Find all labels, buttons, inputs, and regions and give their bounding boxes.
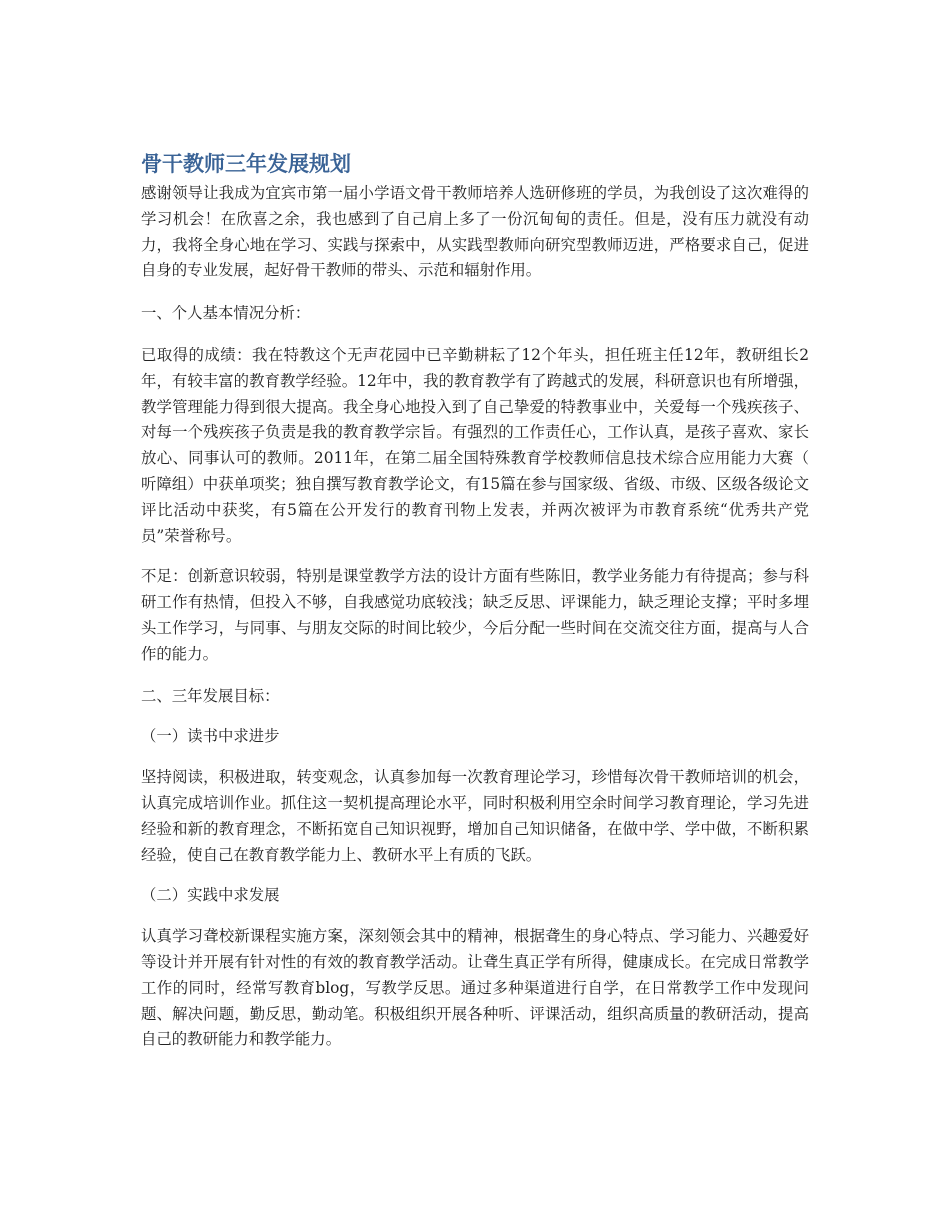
subheading-reading: （一）读书中求进步 xyxy=(141,727,280,746)
intro-paragraph: 感谢领导让我成为宜宾市第一届小学语文骨干教师培养人选研修班的学员，为我创设了这次难得的学习机会！在欣喜之余，我也感到了自己肩上多了一份沉甸甸的责任。但是，没有压力就没有动力，我将全身心地在学习、实践与探索中，从实践型教师向研究型教师迈进，严格要求自己，促进自身的专业发展，起好骨干教师的带头、示范和辐射作用。 xyxy=(141,184,809,280)
reading-paragraph: 坚持阅读，积极进取，转变观念，认真参加每一次教育理论学习，珍惜每次骨干教师培训的机会，认真完成培训作业。抓住这一契机提高理论水平，同时积极利用空余时间学习教育理论，学习先进经验和新的教育理念，不断拓宽自己知识视野，增加自己知识储备，在做中学、学中做，不断积累经验，使自己在教育教学能力上、教研水平上有质的飞跃。 xyxy=(141,768,809,864)
section-heading-situation: 一、个人基本情况分析： xyxy=(141,304,311,323)
document-title: 骨干教师三年发展规划 xyxy=(141,152,351,176)
achievements-paragraph: 已取得的成绩：我在特教这个无声花园中已辛勤耕耘了12个年头，担任班主任12年，教研组长2年，有较丰富的教育教学经验。12年中，我的教育教学有了跨越式的发展，科研意识也有所增强，教学管理能力得到很大提高。我全身心地投入到了自己挚爱的特教事业中，关爱每一个残疾孩子、对每一个残疾孩子负责是我的教育教学宗旨。有强烈的工作责任心，工作认真，是孩子喜欢、家长放心、同事认可的教师。2011年，在第二届全国特殊教育学校教师信息技术综合应用能力大赛（ 听障组）中获单项奖；独自撰写教育教学论文，有15篇在参与国家级、省级、市级、区级各级论文评比活动中获奖，有5篇在公开发行的教育刊物上发表，并两次被评为市教育系统“优秀共产党员”荣誉称号。 xyxy=(141,345,809,545)
shortcomings-paragraph: 不足：创新意识较弱，特别是课堂教学方法的设计方面有些陈旧，教学业务能力有待提高；参与科研工作有热情，但投入不够，自我感觉功底较浅；缺乏反思、评课能力，缺乏理论支撑；平时多埋头工作学习，与同事、与朋友交际的时间比较少，今后分配一些时间在交流交往方面，提高与人合作的能力。 xyxy=(141,567,809,663)
section-heading-goals: 二、三年发展目标： xyxy=(141,686,280,705)
document-page xyxy=(141,148,809,1053)
practice-paragraph: 认真学习聋校新课程实施方案，深刻领会其中的精神，根据聋生的身心特点、学习能力、兴趣爱好等设计并开展有针对性的有效的教育教学活动。让聋生真正学有所得，健康成长。在完成日常教学工作的同时，经常写教育blog，写教学反思。通过多种渠道进行自学，在日常教学工作中发现问题、解决问题，勤反思，勤动笔。积极组织开展各种听、评课活动，组织高质量的教研活动，提高自己的教研能力和教学能力。 xyxy=(141,927,809,1049)
subheading-practice: （二）实践中求发展 xyxy=(141,886,280,905)
